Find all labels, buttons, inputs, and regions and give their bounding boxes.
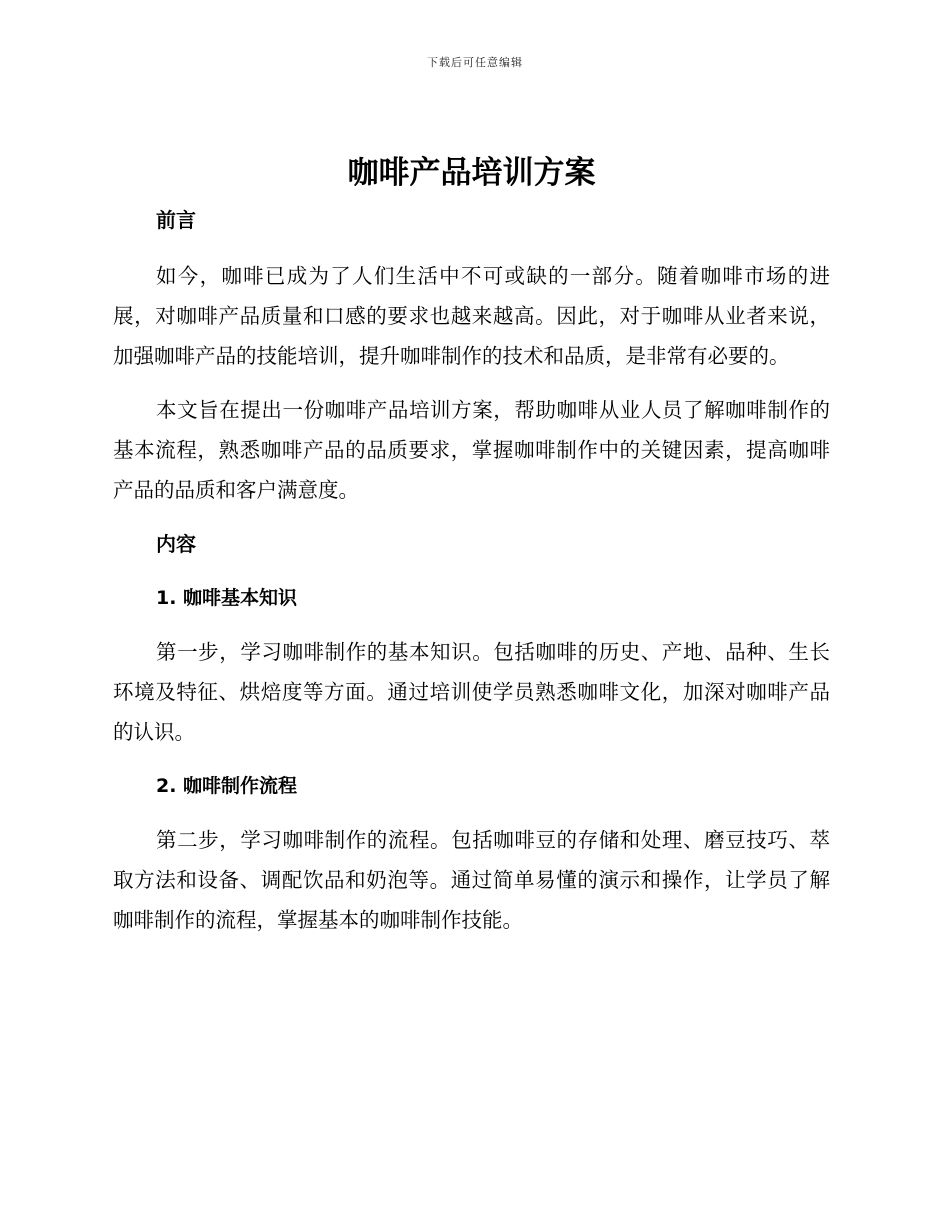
item-2-heading: 2. 咖啡制作流程	[156, 775, 298, 797]
content-heading: 内容	[156, 532, 196, 556]
preface-paragraph-1: 如今，咖啡已成为了人们生活中不可或缺的一部分。随着咖啡市场的进展，对咖啡产品质量和口感的要求也越来越高。因此，对于咖啡从业者来说，加强咖啡产品的技能培训，提升咖啡制作的技术和品质，是非常有必要的。	[113, 264, 830, 368]
item-1-body: 第一步，学习咖啡制作的基本知识。包括咖啡的历史、产地、品种、生长环境及特征、烘焙度等方面。通过培训使学员熟悉咖啡文化，加深对咖啡产品的认识。	[113, 640, 830, 744]
document-title: 咖啡产品培训方案	[347, 155, 596, 191]
preface-paragraph-2: 本文旨在提出一份咖啡产品培训方案，帮助咖啡从业人员了解咖啡制作的基本流程，熟悉咖啡产品的品质要求，掌握咖啡制作中的关键因素，提高咖啡产品的品质和客户满意度。	[113, 398, 830, 502]
header-note: 下载后可任意编辑	[427, 56, 523, 69]
item-2-body: 第二步，学习咖啡制作的流程。包括咖啡豆的存储和处理、磨豆技巧、萃取方法和设备、调配饮品和奶泡等。通过简单易懂的演示和操作，让学员了解咖啡制作的流程，掌握基本的咖啡制作技能。	[113, 828, 830, 932]
item-1-heading: 1. 咖啡基本知识	[156, 587, 298, 609]
preface-heading: 前言	[156, 208, 196, 232]
document-body	[113, 146, 830, 940]
